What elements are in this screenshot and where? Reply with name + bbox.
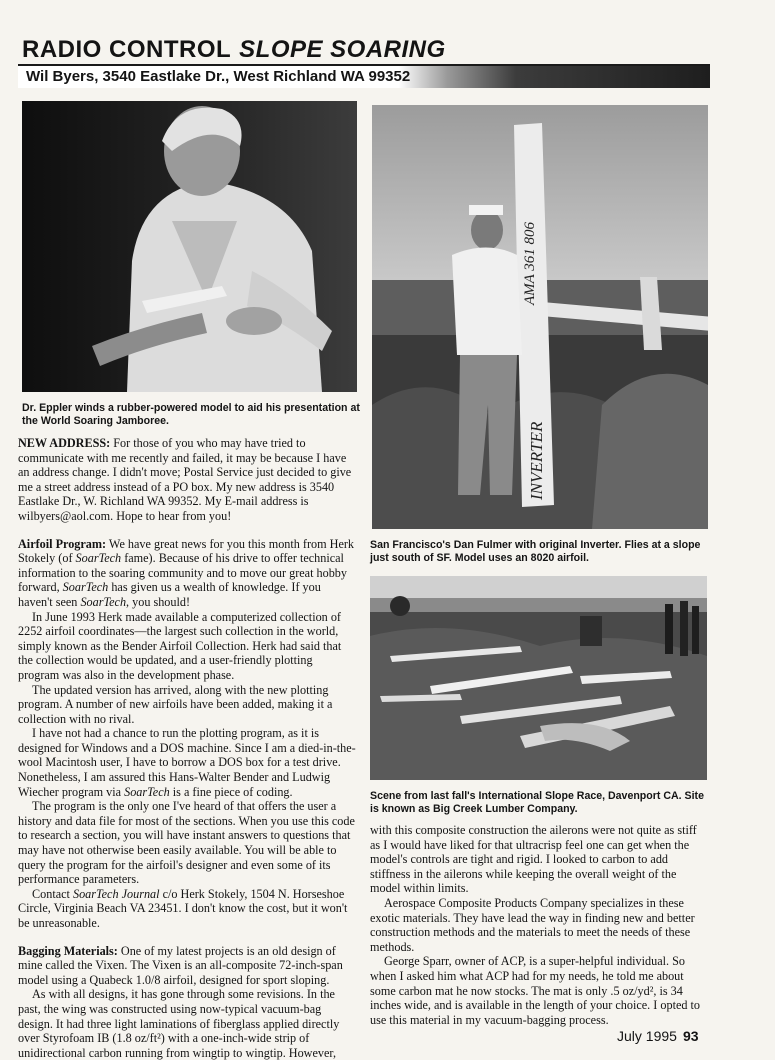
paragraph-dos-box: I have not had a chance to run the plotting program, as it is designed for Windows and a DOS machine. Since I am a died-in-the-wool Macintosh user, I have to borrow a DOS box for a test drive. Nonetheless, I am assured this Hans-Walter Bender and Ludwig Wiecher program via SoarTech is a fine piece of coding.	[18, 726, 356, 799]
heading-bagging-materials: Bagging Materials:	[18, 943, 118, 958]
page-footer	[617, 1028, 699, 1044]
column-title	[22, 36, 446, 64]
section-new-address: NEW ADDRESS: For those of you who may have tried to communicate with me recently and failed, it may be because I have an address change. I didn't move; Postal Service just decided to give me a street address instead of a PO box. My new address is 3540 Eastlake Dr., W. Richland WA 99352. My E-mail address is wilbyers@aol.com. Hope to hear from you!	[18, 436, 352, 523]
heading-airfoil-program: Airfoil Program:	[18, 536, 107, 551]
section-bagging-materials: Bagging Materials: One of my latest projects is an old design of mine called the Vixen. The Vixen is an all-composite 72-inch-span model using a Quabeck 1.0/8 airfoil, designed for sport sloping.	[18, 943, 343, 987]
page-number: 93	[682, 1028, 699, 1044]
caption-photo-1: Dr. Eppler winds a rubber-powered model to aid his presentation at the World Soaring Jamboree.	[22, 402, 360, 427]
paragraph-history-file: The program is the only one I've heard of that offers the user a history and data file for most of the sections. When you use this code to research a section, you will have instant answers to questions that may have not otherwise been easily available. You will be able to query the program for the airfoil's designer and even some of its performance parameters.	[18, 799, 355, 887]
byline-bar	[18, 64, 710, 88]
paragraph-george-sparr: George Sparr, owner of ACP, is a super-helpful individual. So when I asked him what ACP had for my needs, he told me about some carbon mat he now stocks. The mat is only .5 oz/yd², is 34 inches wide, and is available in the length of your choice. I opted to use this material in my vacuum-bagging process.	[370, 954, 700, 1027]
paragraph-bender-collection: In June 1993 Herk made available a computerized collection of 2252 airfoil coordinates—the largest such collection in the world, simply known as the Bender Airfoil Collection. Herk had said that the collection would be updated, and a user-friendly plotting program was also in the development phase.	[18, 609, 342, 682]
photo-dan-fulmer	[372, 105, 708, 529]
author-byline: Wil Byers, 3540 Eastlake Dr., West Richland WA 99352	[26, 68, 411, 85]
photo-slope-race	[370, 576, 707, 780]
paragraph-revisions: As with all designs, it has gone through some revisions. In the past, the wing was constructed using now-typical vacuum-bag design. It had three light laminations of fiberglass applied directly over Styrofoam IB (1.8 oz/ft²) with a one-inch-wide strip of unidirectional carbon running from wingtip to wingtip. However,	[18, 987, 340, 1060]
paragraph-contact: Contact SoarTech Journal c/o Herk Stokely, 1504 N. Horseshoe Circle, Virginia Beach VA 23451. I don't know the cost, but it won't be unreasonable.	[18, 886, 348, 930]
heading-new-address: NEW ADDRESS:	[18, 436, 111, 450]
wing-text-ama: AMA 361 806	[522, 221, 538, 305]
caption-photo-2: San Francisco's Dan Fulmer with original Inverter. Flies at a slope just south of SF. Model uses an 8020 airfoil.	[370, 539, 701, 564]
caption-photo-3: Scene from last fall's International Slope Race, Davenport CA. Site is known as Big Creek Lumber Company.	[370, 790, 704, 815]
paragraph-acp-company: Aerospace Composite Products Company specializes in these exotic materials. They have lead the way in finding new and better construction methods and the materials to meet the needs of these methods.	[370, 895, 695, 954]
photo-dr-eppler	[22, 101, 357, 392]
photo-slope-race-image	[370, 576, 707, 780]
title-radio-control: RADIO CONTROL	[22, 36, 232, 63]
photo-dr-eppler-image	[22, 101, 357, 392]
article-column-right	[370, 823, 706, 1027]
paragraph-updated-version: The updated version has arrived, along with the new plotting program. A number of new airfoils have been added, making it a collection with no rival.	[18, 682, 333, 726]
title-slope-soaring: SLOPE SOARING	[239, 36, 446, 63]
paragraph-ailerons: with this composite construction the ailerons were not quite as stiff as I would have liked for that ultracrisp feel one can get when the model's controls are tight and rigid. I looked to carbon to add stiffness in the ailerons while keeping the overall weight of the model within limits.	[370, 823, 697, 896]
wing-text-inverter: INVERTER	[527, 421, 546, 500]
article-column-left	[18, 436, 356, 1060]
photo-dan-fulmer-image	[372, 105, 708, 529]
issue-date: July 1995	[617, 1028, 677, 1044]
section-airfoil-program: Airfoil Program: We have great news for you this month from Herk Stokely (of SoarTech fame). Because of his drive to offer technical information to the soaring community and to move our great hobby forward, SoarTech has given us a wealth of knowledge. If you haven't seen SoarTech, you should!	[18, 536, 355, 609]
